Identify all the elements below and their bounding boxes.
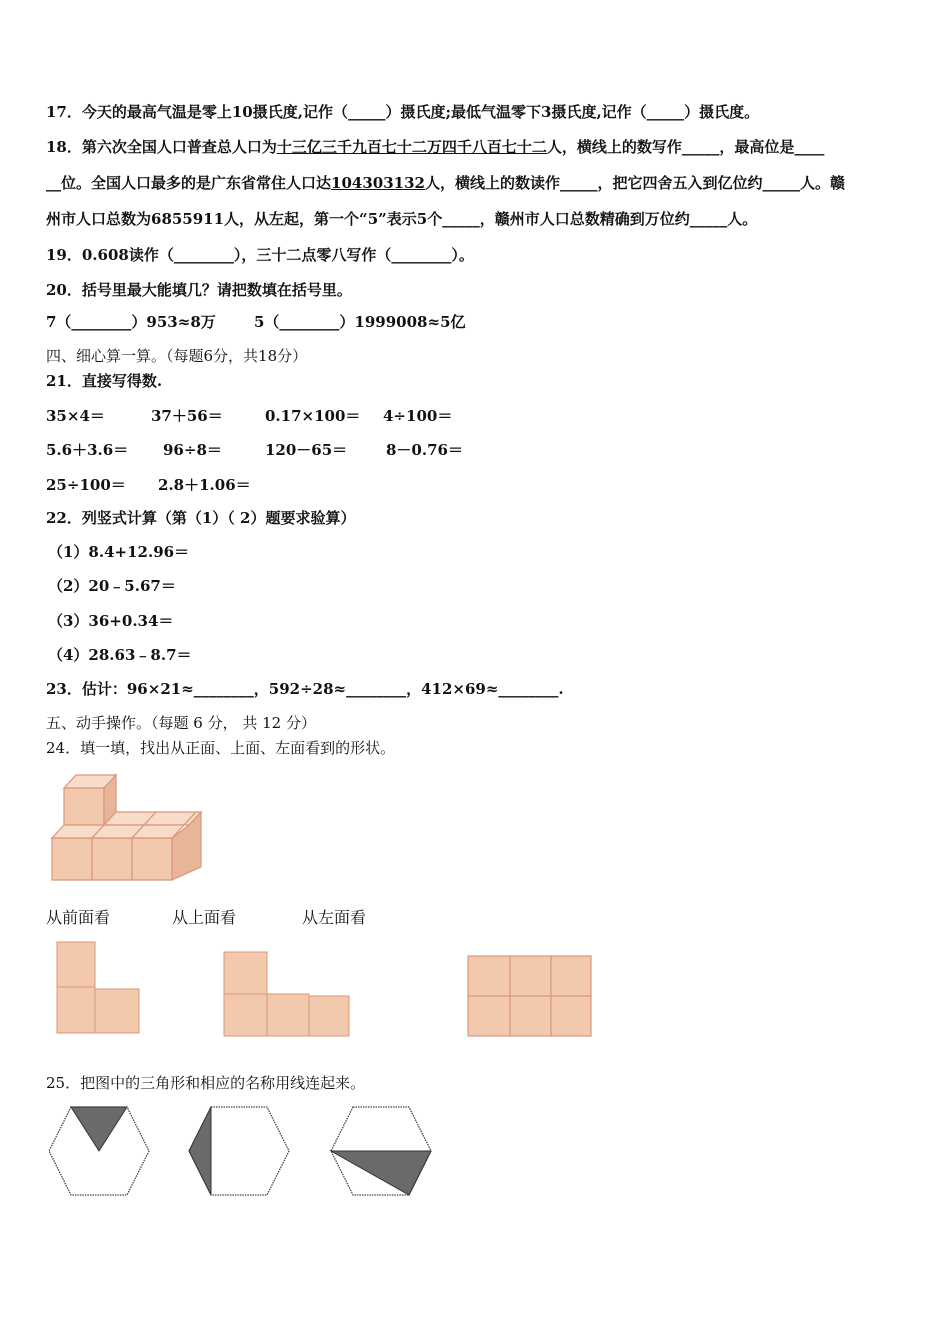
view-label-top: 从上面看 [172,908,237,927]
view-label-left: 从左面看 [302,908,367,927]
hexagon-1 [47,1105,151,1197]
calc-item: 25÷100＝ [46,476,126,494]
question-20-a: 7（________）953≈8万 [46,313,216,331]
question-22-title: 22．列竖式计算（第（1）（ 2）题要求验算） [46,509,356,527]
calc-item: 2.8＋1.06＝ [158,476,251,494]
question-17: 17．今天的最高气温是零上10摄氏度,记作（_____）摄氏度;最低气温零下3摄氏度,记作（_____）摄氏度。 [46,103,760,121]
question-20-b: 5（________）1999008≈5亿 [254,313,466,331]
calc-item: 35×4＝ [46,407,105,425]
hexagon-2 [187,1105,291,1197]
question-23: 23．估计：96×21≈________，592÷28≈________，412×69≈________. [46,680,564,698]
calc-item: 0.17×100＝ [265,407,361,425]
underlined-number-words: 十三亿三千九百七十二万四千八百七十二 [276,138,547,156]
view-shape-2 [223,951,351,1037]
view-shape-3 [467,955,593,1037]
calc-item: 8－0.76＝ [386,441,463,459]
question-22-item-3: （3）36+0.34＝ [48,612,174,630]
calc-item: 5.6＋3.6＝ [46,441,129,459]
question-20-title: 20．括号里最大能填几？请把数填在括号里。 [46,281,352,299]
section-4-heading: 四、细心算一算。（每题6分，共18分） [46,347,308,365]
section-5-heading: 五、动手操作。（每题 6 分， 共 12 分） [46,714,316,732]
question-18-line-2: __位。全国人口最多的是广东省常住人口达104303132人，横线上的数读作_____，把它四舍五入到亿位约_____人。赣 [46,174,845,192]
question-22-item-1: （1）8.4+12.96＝ [48,543,190,561]
question-18-line-1: 18．第六次全国人口普查总人口为十三亿三千九百七十二万四千八百七十二人，横线上的数写作_____，最高位是____ [46,138,825,156]
calc-item: 96÷8＝ [163,441,222,459]
question-22-item-2: （2）20﹣5.67＝ [48,577,176,595]
calc-item: 37＋56＝ [151,407,223,425]
view-label-front: 从前面看 [46,908,111,927]
question-25-title: 25．把图中的三角形和相应的名称用线连起来。 [46,1074,366,1092]
hexagon-3 [329,1105,433,1197]
view-shape-1 [57,942,141,1034]
question-22-item-4: （4）28.63﹣8.7＝ [48,646,192,664]
question-21-title: 21．直接写得数. [46,372,163,390]
calc-item: 4÷100＝ [383,407,453,425]
question-24-title: 24．填一填，找出从正面、上面、左面看到的形状。 [46,739,396,757]
underlined-number: 104303132 [331,174,425,192]
question-19: 19．0.608读作（________），三十二点零八写作（________）。 [46,246,474,264]
question-18-line-3: 州市人口总数为6855911人，从左起，第一个“5”表示5个_____，赣州市人口总数精确到万位约_____人。 [46,210,758,228]
calc-item: 120－65＝ [265,441,348,459]
cube-stack-figure [46,770,206,886]
